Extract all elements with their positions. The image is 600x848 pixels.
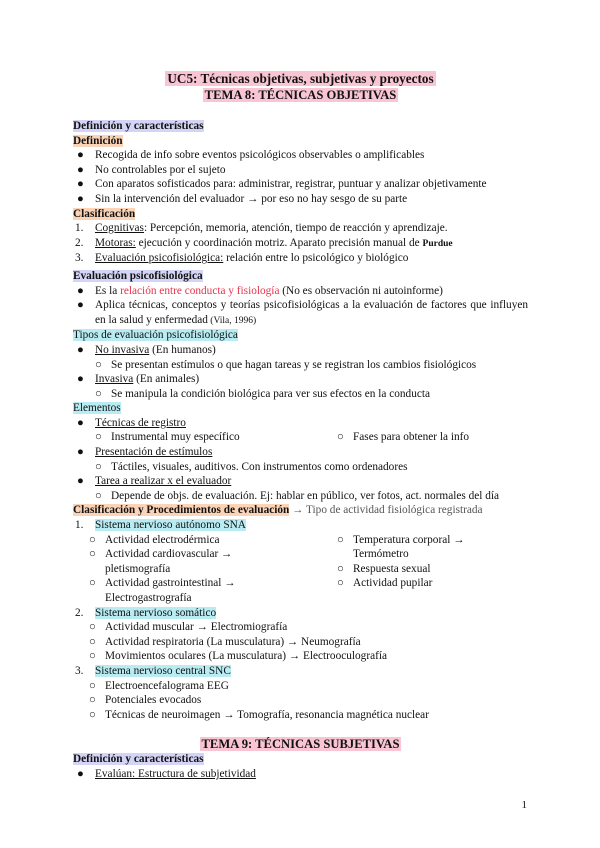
sub-list-item: ○ Electroencefalograma EEG	[89, 679, 229, 692]
eval-heading: Evaluación psicofisiológica	[73, 269, 203, 282]
tema9-def-heading: Definición y características	[73, 753, 204, 766]
list-item: ● Aplica técnicas, conceptos y teorías psicofisiológicas a la evaluación de factores que influyen en la salud y enfermedad (Vila, 1996)	[73, 298, 528, 328]
clasificacion-label: Clasificación	[73, 207, 136, 220]
bullet-icon: ●	[77, 446, 84, 459]
tema9-title-line	[73, 736, 528, 752]
circle-bullet-icon: ○	[89, 694, 96, 707]
def-heading-line	[73, 119, 528, 134]
sub-list-item: ○ Actividad cardiovascular → pletismografía	[89, 548, 233, 575]
list-item: ● Presentación de estímulos	[73, 445, 528, 460]
list-item: ● Es la relación entre conducta y fisiología (No es observación ni autoinforme)	[73, 284, 528, 299]
elementos-heading: Elementos	[73, 402, 121, 415]
circle-bullet-icon: ○	[89, 635, 96, 648]
tipos-heading: Tipos de evaluación psicofisiológica	[73, 329, 238, 342]
circle-bullet-icon: ○	[89, 548, 96, 561]
circle-bullet-icon: ○	[95, 358, 102, 371]
circle-bullet-icon: ○	[89, 533, 96, 546]
numbered-item: 2. Sistema nervioso somático	[75, 606, 217, 619]
bullet-icon: ●	[77, 373, 84, 386]
tema8-title: TEMA 8: TÉCNICAS OBJETIVAS	[204, 88, 397, 102]
clasificacion-label-line	[73, 207, 528, 222]
document-page	[73, 70, 528, 782]
bullet-icon: ●	[77, 767, 84, 780]
sub-list-item: ○ Actividad electrodérmica	[89, 533, 220, 546]
sub-list-item: ○ Respuesta sexual	[337, 562, 431, 575]
sub-list-item: ○ Potenciales evocados	[89, 694, 202, 707]
sub-list-item: ○ Movimientos oculares (La musculatura) → Electrooculografía	[89, 650, 388, 663]
sub-list-two-col	[93, 430, 528, 445]
sub-list-item: ○ Actividad respiratoria (La musculatura) → Neumografía	[89, 635, 361, 648]
clasif-proc-heading: Clasificación y Procedimientos de evaluación	[73, 504, 290, 517]
bullet-icon: ●	[77, 163, 84, 176]
numbered-item: 3. Sistema nervioso central SNC	[75, 664, 231, 677]
sub-list-item: ○ Actividad muscular → Electromiografía	[89, 621, 288, 634]
list-item: ● Recogida de info sobre eventos psicológicos observables o amplificables	[73, 148, 528, 163]
sna-two-col	[87, 533, 528, 606]
tema9-title: TEMA 9: TÉCNICAS SUBJETIVAS	[201, 737, 400, 752]
bullet-icon: ●	[77, 416, 84, 429]
list-item: ● Con aparatos sofisticados para: administrar, registrar, puntuar y analizar objetivamente	[73, 177, 528, 192]
sub-list-item: ○ Fases para obtener la info	[337, 431, 470, 444]
list-item: ● No controlables por el sujeto	[73, 163, 528, 178]
numbered-item: 3. Evaluación psicofisiológica: relación entre lo psicológico y biológico	[75, 252, 409, 265]
list-item: ● Técnicas de registro	[73, 416, 528, 431]
sub-list-item: ○ Técnicas de neuroimagen → Tomografía, resonancia magnética nuclear	[89, 708, 429, 721]
circle-bullet-icon: ○	[89, 621, 96, 634]
page-number: 1	[521, 799, 527, 811]
bullet-icon: ●	[77, 178, 84, 191]
circle-bullet-icon: ○	[95, 460, 102, 473]
circle-bullet-icon: ○	[95, 387, 102, 400]
circle-bullet-icon: ○	[95, 489, 102, 502]
numbered-item: 1. Cognitivas: Percepción, memoria, atención, tiempo de reacción y aprendizaje.	[75, 222, 448, 235]
tema8-title-line	[73, 87, 528, 103]
bullet-icon: ●	[77, 192, 84, 205]
unit-title-line	[73, 70, 528, 87]
sub-list-item: ○ Depende de objs. de evaluación. Ej: hablar en público, ver fotos, act. normales del día	[95, 489, 500, 502]
circle-bullet-icon: ○	[337, 431, 344, 444]
circle-bullet-icon: ○	[95, 431, 102, 444]
circle-bullet-icon: ○	[89, 650, 96, 663]
bullet-icon: ●	[77, 149, 84, 162]
circle-bullet-icon: ○	[337, 533, 344, 546]
sub-list-item: ○ Instrumental muy específico	[95, 431, 240, 444]
numbered-item: 1. Sistema nervioso autónomo SNA	[75, 519, 246, 532]
bullet-icon: ●	[77, 284, 84, 297]
sub-list-item: ○ Se manipula la condición biológica para ver sus efectos en la conducta	[95, 387, 431, 400]
sna-right-col	[335, 533, 503, 606]
circle-bullet-icon: ○	[89, 577, 96, 590]
list-item: ● Invasiva (En animales)	[73, 372, 528, 387]
sna-left-col	[87, 533, 335, 606]
def-heading: Definición y características	[73, 120, 204, 132]
unit-title: UC5: Técnicas objetivas, subjetivas y proyectos	[167, 71, 434, 86]
circle-bullet-icon: ○	[89, 679, 96, 692]
bullet-icon: ●	[77, 299, 84, 312]
sub-list-item: ○ Actividad gastrointestinal → Electrogastrografía	[89, 577, 236, 604]
list-item: ● Evalúan: Estructura de subjetividad	[73, 767, 528, 782]
sub-list-item: ○ Actividad pupilar	[337, 577, 433, 590]
circle-bullet-icon: ○	[89, 708, 96, 721]
definicion-label: Definición	[73, 134, 123, 147]
eval-heading-line	[73, 269, 528, 284]
elementos-heading-line	[73, 401, 528, 416]
list-item: ● Tarea a realizar x el evaluador	[73, 474, 528, 489]
clasif-proc-heading-line	[73, 503, 528, 518]
sub-list-item: ○ Táctiles, visuales, auditivos. Con instrumentos como ordenadores	[95, 460, 408, 473]
tema9-def-heading-line	[73, 752, 528, 767]
numbered-item: 2. Motoras: ejecución y coordinación motriz. Aparato precisión manual de Purdue	[75, 236, 453, 249]
bullet-icon: ●	[77, 343, 84, 356]
circle-bullet-icon: ○	[337, 577, 344, 590]
list-item: ● Sin la intervención del evaluador → por eso no hay sesgo de su parte	[73, 192, 528, 207]
sub-list-item: ○ Temperatura corporal → Termómetro	[337, 533, 465, 561]
sub-list-item: ○ Se presentan estímulos o que hagan tareas y se registran los cambios fisiológicos	[95, 358, 477, 371]
list-item: ● No invasiva (En humanos)	[73, 343, 528, 358]
circle-bullet-icon: ○	[337, 562, 344, 575]
clasif-proc-note: → Tipo de actividad fisiológica registrada	[289, 504, 483, 517]
definicion-label-line	[73, 134, 528, 149]
tipos-heading-line	[73, 328, 528, 343]
bullet-icon: ●	[77, 475, 84, 488]
